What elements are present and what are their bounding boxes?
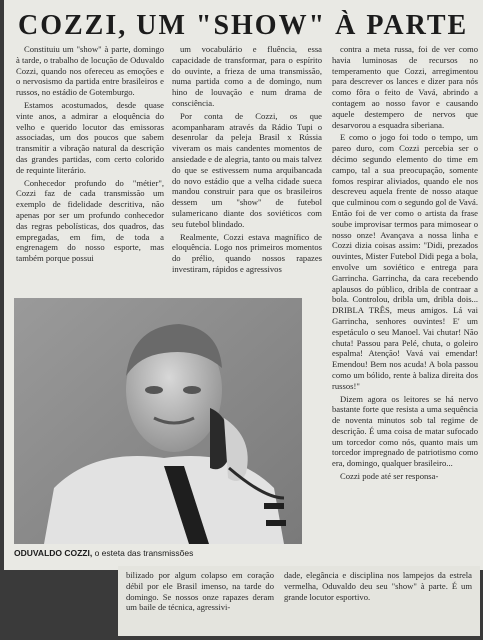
photo-caption <box>14 548 314 562</box>
caption-text: o esteta das transmissões <box>92 548 194 558</box>
paragraph: Estamos acostumados, desde quase vinte anos, a admirar a eloquência do velho e querido locutor das emissoras associadas, um dos poucos que sabem transmitir a vibração natural da descrição das grandes partidas, com certo colorido de requinte literário. <box>16 99 164 175</box>
caption-name: ODUVALDO COZZI, <box>14 548 93 558</box>
paragraph: Por conta de Cozzi, os que acompanharam através da Rádio Tupi o desenrolar da peleja Brasil x Rússia viveram os mais candentes momentos de ansiedade e de alegria, tanto ou mais talvez do que se estivessem numa arquibancada do novo estádio que a velha cidade sueca mandou construir para que os brasileiros dessem um "show" de futebol sulamericano diante dos soviéticos com seu futebol blindado. <box>172 110 322 229</box>
text-column-3 <box>332 44 478 564</box>
paragraph: Realmente, Cozzi estava magnífico de eloquência. Logo nos primeiros momentos do prélio, quando nossos rapazes investiram, rápidos e agressivos <box>172 231 322 274</box>
paragraph: contra a meta russa, foi de ver como havia luminosas de recursos no temperamento que Cozzi, arregimentou para descrever os lances e dizer para nós como fôra o feito de Vavá, abrindo a contagem ao nosso favor e causando aquele destempero de nervos que desarvorou a esquadra siberiana. <box>332 44 478 130</box>
paragraph: Dizem agora os leitores se há nervo bastante forte que resista a uma sequência de noventa minutos sob tal regime de descrição. É uma coisa de matar sufocado um torcedor como nós, quanto mais um torcedor impregnado de patriotismo como era, domingo, qualquer brasileiro... <box>332 393 478 469</box>
paragraph: Conhecedor profundo do "métier", Cozzi faz de cada transmissão um exemplo de fidelidade descritiva, não apenas por ser um profundo conhecedor das regras pebolísticas, dos quadros, das empregadas, em fim, de toda a engrenagem do nosso esporte, mas também porque possui <box>16 177 164 264</box>
text-column-1 <box>16 44 164 298</box>
headline: COZZI, UM "SHOW" À PARTE <box>18 10 469 41</box>
paragraph: Cozzi pode até ser responsa- <box>340 471 439 482</box>
paragraph: Constituiu um "show" à parte, domingo à tarde, o trabalho de locução de Oduvaldo Cozzi, quando nos ofereceu as emoções e o nervosismo da partida entre brasileiros e russos, no estádio de Gotemburgo. <box>16 44 164 98</box>
continuation-column-1: bilizado por algum colapso em coração débil por ele Brasil imenso, na tarde do domingo. Se nossos onze rapazes deram um baile de técnica, agressivi- <box>126 570 274 613</box>
paragraph: E como o jogo foi todo o tempo, um pareo duro, com Cozzi percebia ser o décimo segundo elemento do time em campo, tal a sua preocupação, somente fomos respirar aliviados, quando ele nos descreveu aquela frente de nosso ataque que culminou com o segundo gol de Vavá. Então foi de ver como o artista da frase soube improvisar termos para mimosear o nosso onze! Avançava a nossa linha e Cozzi dizia coisas assim: "Didi, prezados ouvintes, Mister Futebol Didi pega a bola, envolve um soviético e entrega para Garrincha. Garrincha, da cara recebendo aplausos do público, dribla de contraar a bola. Controlou, dribla um, dribla dois... DRIBLA TRÊS, meus amigos. Lá vai Garrincha, senhores ouvintes! E' um espetáculo o seu Manoel. Vai chutar! Não chuta! Passou para Pelé, chuta, o goleiro espalma! Atenção! Vavá vai emendar! Emendou! Bem nos acuda! A bola passou como um bólido, rente à baliza direita dos russos!" <box>332 132 478 391</box>
continuation-column-2: dade, elegância e disciplina nos lampejos da estrela vermelha, Oduvaldo deu seu "show" à parte. É um grande locutor esportivo. <box>284 570 472 602</box>
portrait-photo <box>14 298 302 544</box>
text-column-2 <box>172 44 322 298</box>
paragraph: um vocabulário e fluência, essa capacidade de transformar, para o espírito do ouvinte, a frieza de uma transmissão, numa partida como a de domingo, num hino de louvação e num drama de consciência. <box>172 44 322 108</box>
portrait-illustration <box>14 298 302 544</box>
